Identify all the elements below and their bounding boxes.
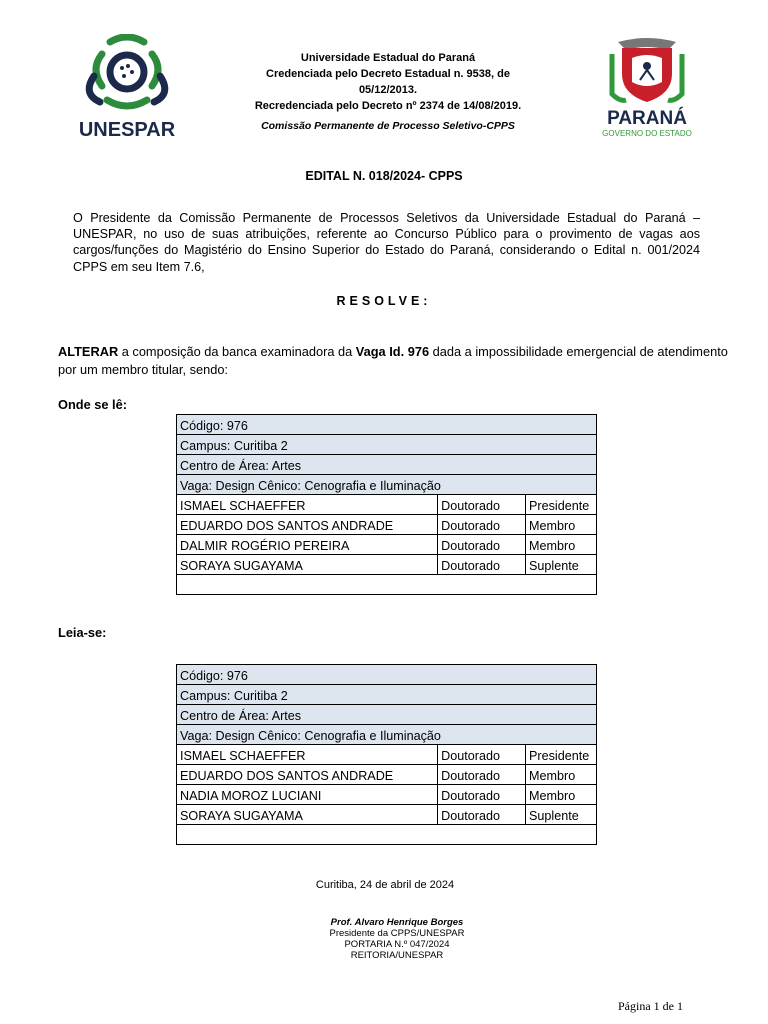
table-campus: Campus: Curitiba 2 — [177, 685, 597, 705]
table-empty-row — [177, 825, 597, 845]
onde-se-le-label: Onde se lê: — [58, 397, 127, 412]
edital-title: EDITAL N. 018/2024- CPPS — [305, 169, 463, 183]
member-role: Presidente — [526, 745, 597, 765]
alterar-keyword: ALTERAR — [58, 344, 119, 359]
banca-table-corrected — [176, 664, 597, 845]
header-committee: Comissão Permanente de Processo Seletivo-CPPS — [261, 120, 515, 132]
member-degree: Doutorado — [438, 745, 526, 765]
member-name: DALMIR ROGÉRIO PEREIRA — [177, 535, 438, 555]
signatory-office: REITORIA/UNESPAR — [350, 950, 444, 961]
member-degree: Doutorado — [438, 555, 526, 575]
member-role: Membro — [526, 515, 597, 535]
member-degree: Doutorado — [438, 765, 526, 785]
table-vaga: Vaga: Design Cênico: Cenografia e Iluminação — [177, 475, 597, 495]
member-name: NADIA MOROZ LUCIANI — [177, 785, 438, 805]
header-line-recredenciada: Recredenciada pelo Decreto nº 2374 de 14/08/2019. — [254, 100, 522, 112]
alterar-paragraph — [58, 343, 728, 379]
parana-coat-of-arms-icon — [598, 36, 696, 140]
member-name: EDUARDO DOS SANTOS ANDRADE — [177, 515, 438, 535]
alterar-text-1: a composição da banca examinadora da — [118, 344, 356, 359]
table-row — [177, 765, 597, 785]
member-role: Suplente — [526, 555, 597, 575]
member-name: EDUARDO DOS SANTOS ANDRADE — [177, 765, 438, 785]
member-name: SORAYA SUGAYAMA — [177, 555, 438, 575]
table-empty-row — [177, 575, 597, 595]
resolve-heading: RESOLVE: — [336, 294, 432, 308]
table-codigo: Código: 976 — [177, 415, 597, 435]
member-name: SORAYA SUGAYAMA — [177, 805, 438, 825]
header-line-credenciada: Credenciada pelo Decreto Estadual n. 9538, de — [266, 68, 510, 80]
member-role: Membro — [526, 765, 597, 785]
table-vaga: Vaga: Design Cênico: Cenografia e Iluminação — [177, 725, 597, 745]
signatory-role: Presidente da CPPS/UNESPAR — [329, 928, 465, 939]
unespar-logo-text: UNESPAR — [78, 119, 176, 141]
alterar-text-2: dada a impossibilidade emergencial de atendimento por um membro titular, sendo: — [58, 344, 728, 377]
header-line-date: 05/12/2013. — [358, 84, 418, 96]
table-row — [177, 555, 597, 575]
parana-logo — [598, 36, 696, 140]
member-degree: Doutorado — [438, 515, 526, 535]
member-degree: Doutorado — [438, 535, 526, 555]
table-codigo: Código: 976 — [177, 665, 597, 685]
page-number: Página 1 de 1 — [618, 999, 683, 1013]
signature-block — [0, 917, 768, 961]
unespar-logo — [72, 34, 182, 144]
member-role: Presidente — [526, 495, 597, 515]
member-degree: Doutorado — [438, 805, 526, 825]
leia-se-label: Leia-se: — [58, 625, 107, 640]
header-line-university: Universidade Estadual do Paraná — [300, 52, 476, 64]
date-line: Curitiba, 24 de abril de 2024 — [315, 879, 455, 891]
intro-paragraph: O Presidente da Comissão Permanente de Processos Seletivos da Universidade Estadual do Paraná – UNESPAR, no uso de suas atribuições, referente ao Concurso Público para o provimento de vagas aos cargos/funções do Magistério do Ensino Superior do Estado do Paraná, considerando o Edital n. 001/2024 CPPS em seu Item 7.6, — [73, 211, 700, 274]
member-role: Membro — [526, 535, 597, 555]
table-centro: Centro de Área: Artes — [177, 705, 597, 725]
vaga-id: Vaga Id. 976 — [355, 344, 430, 359]
table-row — [177, 805, 597, 825]
member-degree: Doutorado — [438, 495, 526, 515]
table-campus: Campus: Curitiba 2 — [177, 435, 597, 455]
parana-logo-subtitle: GOVERNO DO ESTADO — [602, 129, 692, 138]
signatory-name: Prof. Alvaro Henrique Borges — [330, 917, 464, 928]
signatory-portaria: PORTARIA N.º 047/2024 — [344, 939, 450, 950]
table-row — [177, 495, 597, 515]
table-row — [177, 785, 597, 805]
banca-table-original — [176, 414, 597, 595]
unespar-emblem-icon — [72, 34, 182, 144]
member-role: Suplente — [526, 805, 597, 825]
member-role: Membro — [526, 785, 597, 805]
table-centro: Centro de Área: Artes — [177, 455, 597, 475]
table-row — [177, 535, 597, 555]
table-row — [177, 745, 597, 765]
member-degree: Doutorado — [438, 785, 526, 805]
member-name: ISMAEL SCHAEFFER — [177, 495, 438, 515]
document-header — [228, 50, 548, 134]
member-name: ISMAEL SCHAEFFER — [177, 745, 438, 765]
table-row — [177, 515, 597, 535]
parana-logo-title: PARANÁ — [607, 108, 687, 129]
